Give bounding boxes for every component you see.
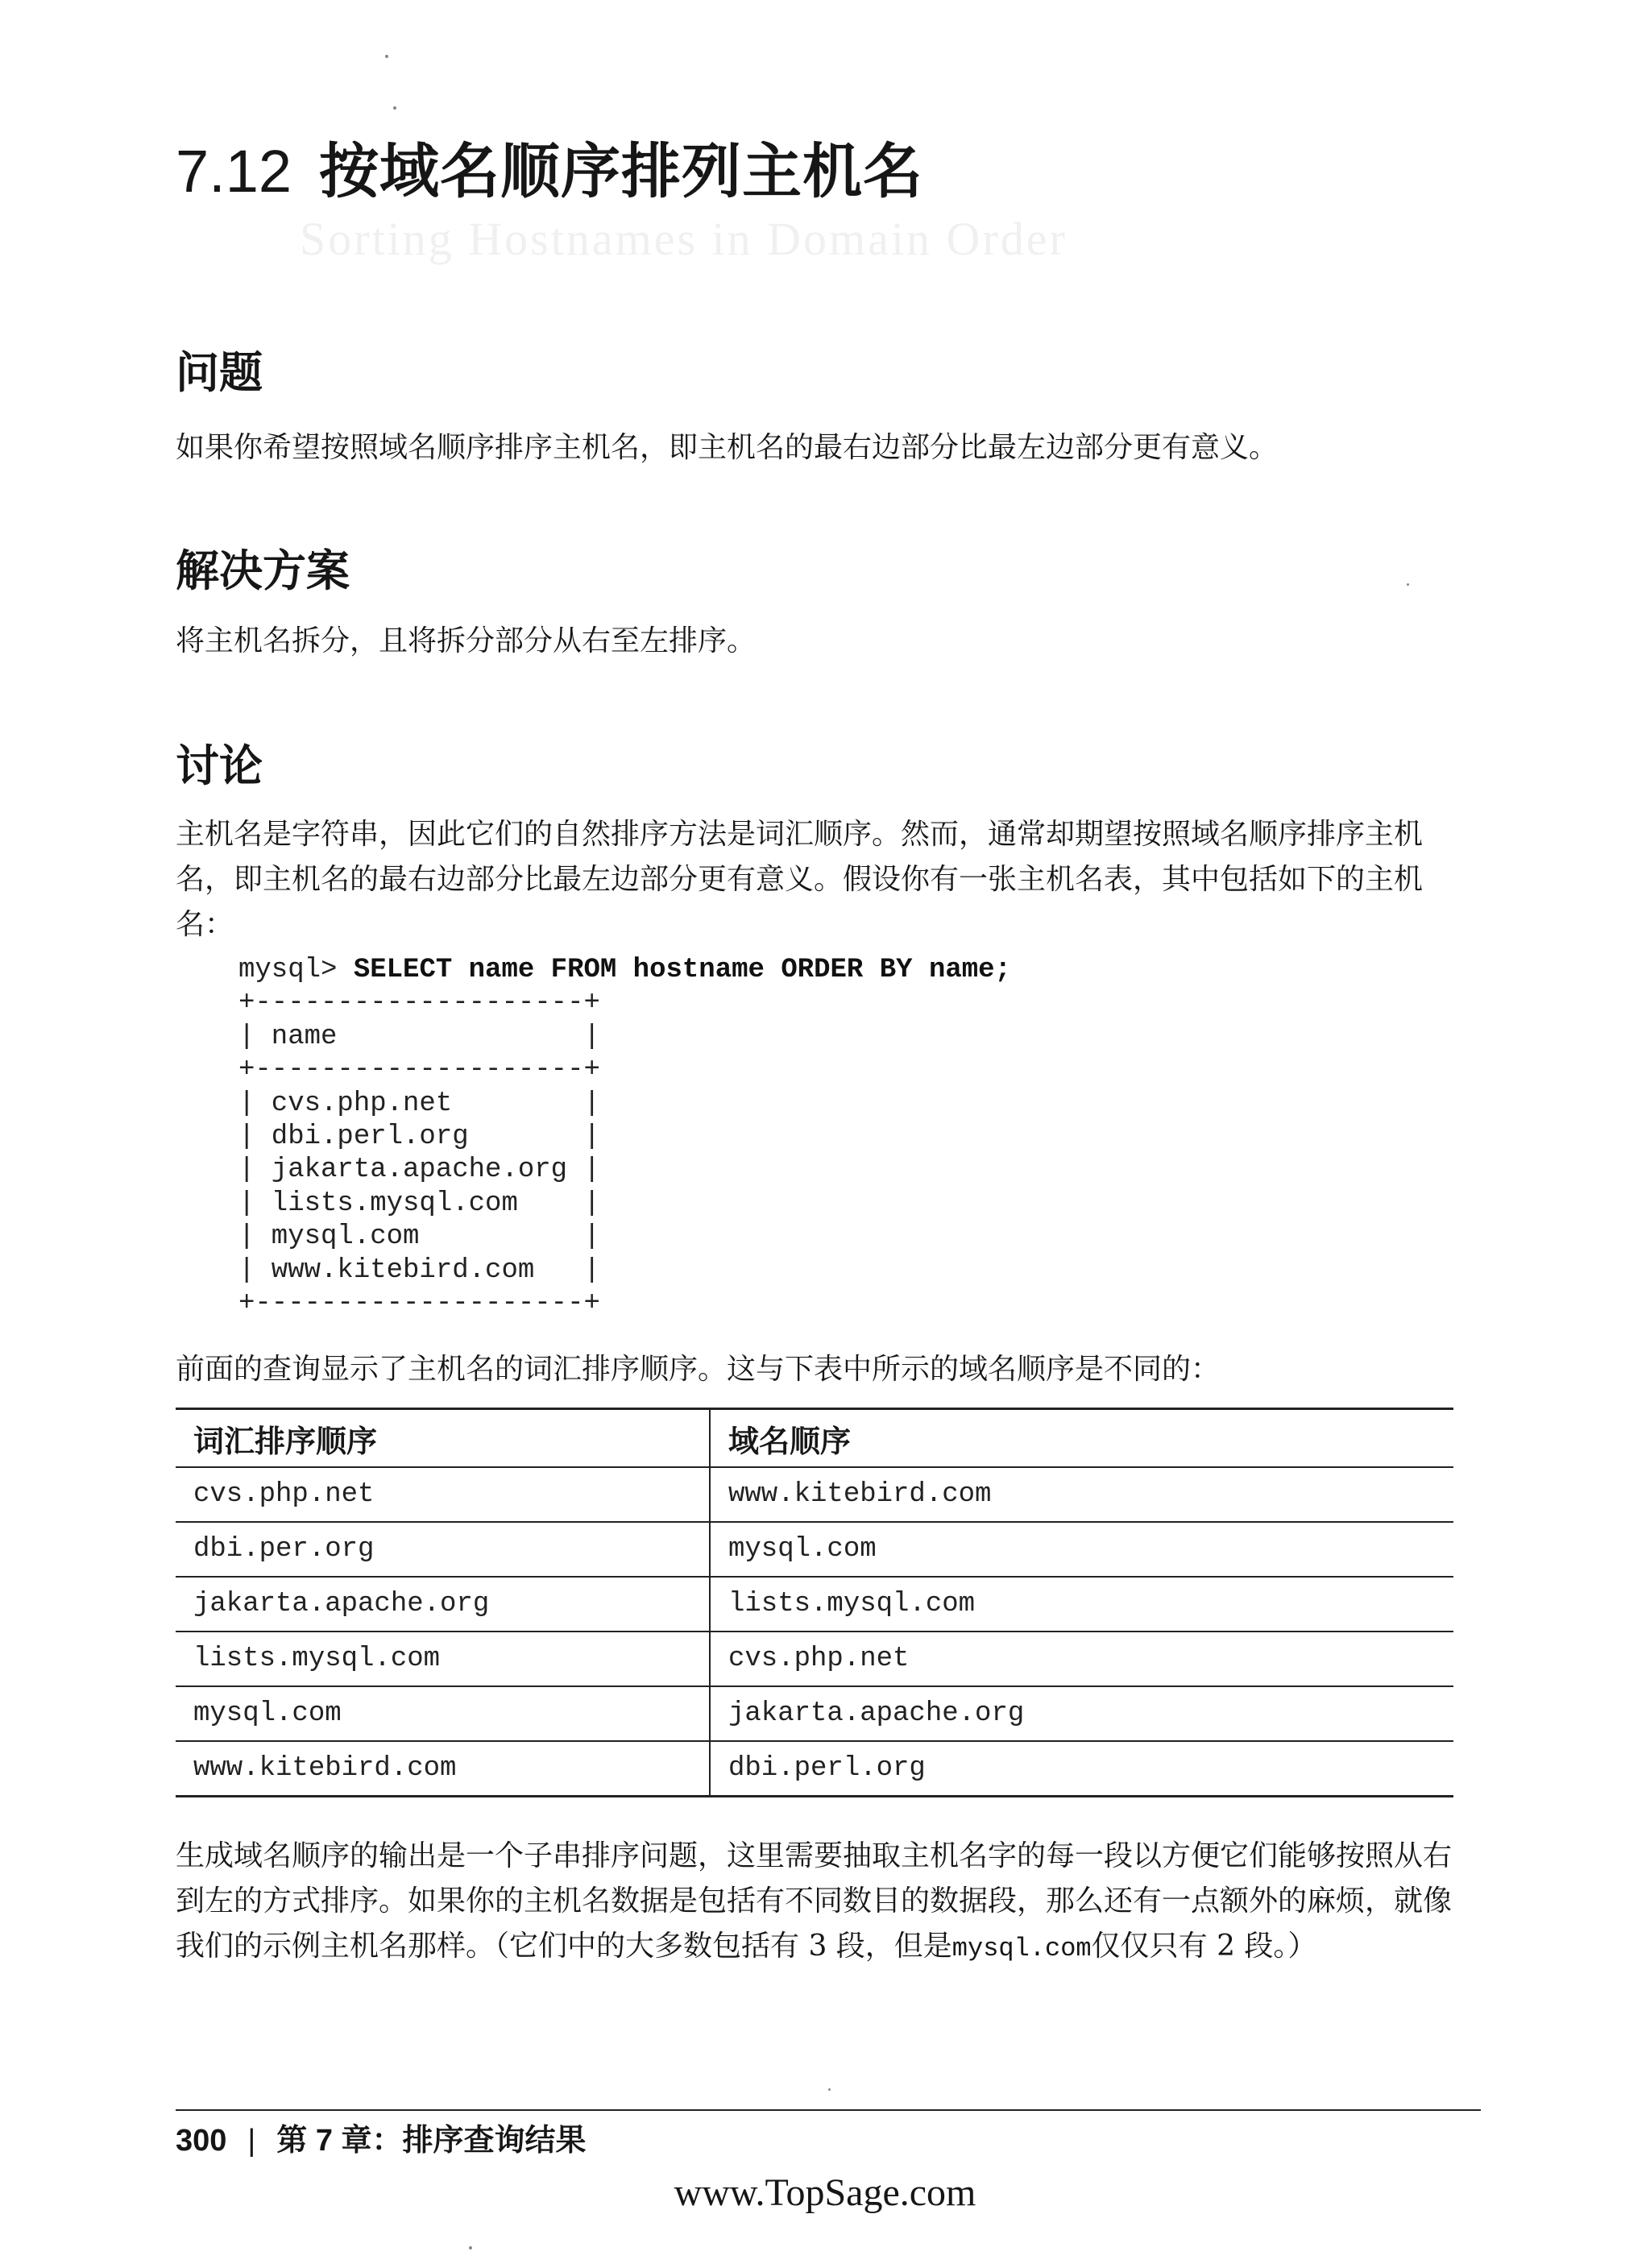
table-cell-domain: mysql.com	[710, 1522, 1453, 1577]
discussion-paragraph-1: 主机名是字符串，因此它们的自然排序方法是词汇顺序。然而，通常却期望按照域名顺序排序主机名，即主机名的最右边部分比最左边部分更有意义。假设你有一张主机名表，其中包括如下的主机名：	[176, 818, 1424, 941]
scan-speck	[828, 2088, 831, 2091]
section-title-text: 按域名顺序排列主机名	[319, 138, 924, 205]
table-cell-lexical: dbi.per.org	[176, 1522, 710, 1577]
section-number: 7.12	[176, 138, 292, 205]
scan-speck	[393, 106, 396, 110]
page-number: 300	[176, 2124, 227, 2158]
header-domain-order: 域名顺序	[710, 1409, 1453, 1468]
table-cell-lexical: jakarta.apache.org	[176, 1577, 710, 1632]
table-cell-lexical: www.kitebird.com	[176, 1741, 710, 1797]
page-footer	[176, 2121, 587, 2161]
table-cell-lexical: lists.mysql.com	[176, 1632, 710, 1686]
table-row	[176, 1632, 1453, 1686]
discussion-heading: 讨论	[176, 742, 263, 790]
discussion-paragraph-3	[176, 1834, 1465, 1972]
table-row	[176, 1577, 1453, 1632]
problem-heading: 问题	[176, 349, 263, 397]
table-row	[176, 1741, 1453, 1797]
sql-code-block	[238, 954, 1011, 1321]
discussion-paragraph-2: 前面的查询显示了主机名的词汇排序顺序。这与下表中所示的域名顺序是不同的：	[176, 1353, 1221, 1386]
table-cell-domain: dbi.perl.org	[710, 1741, 1453, 1797]
footer-separator: |	[247, 2124, 256, 2158]
sql-prompt: mysql>	[238, 955, 354, 985]
scan-speck	[1407, 583, 1409, 586]
table-row	[176, 1467, 1453, 1522]
inline-code-hostname: mysql.com	[951, 1934, 1092, 1963]
scan-speck	[385, 55, 388, 58]
discussion-paragraph-3-text: 生成域名顺序的输出是一个子串排序问题，这里需要抽取主机名字的每一段以方便它们能够按照从右到左的方式排序。如果你的主机名数据是包括有不同数目的数据段，那么还有一点额外的麻烦，就像我们的示例主机名那样。（它们中的大多数包括有 3 段，但是	[176, 1839, 1453, 1963]
order-comparison-table	[176, 1408, 1453, 1797]
chapter-title: 第 7 章：排序查询结果	[276, 2124, 587, 2158]
sql-command: SELECT name FROM hostname ORDER BY name;	[353, 955, 1011, 985]
problem-text: 如果你希望按照域名顺序排序主机名，即主机名的最右边部分比最左边部分更有意义。	[176, 431, 1279, 464]
table-cell-domain: cvs.php.net	[710, 1632, 1453, 1686]
footer-rule	[176, 2109, 1481, 2111]
table-cell-domain: jakarta.apache.org	[710, 1686, 1453, 1741]
table-row	[176, 1686, 1453, 1741]
section-title	[176, 135, 923, 208]
solution-heading: 解决方案	[176, 547, 350, 595]
scan-speck	[469, 2246, 472, 2249]
sql-result-table: +--------------------+ | name | +--------------------+ | cvs.php.net | | dbi.perl.org | | jakarta.apache.org | | lists.mysql.com | | mysql.com | | www.kitebird.com | +--------------------+	[238, 988, 600, 1320]
table-cell-domain: lists.mysql.com	[710, 1577, 1453, 1632]
table-cell-lexical: mysql.com	[176, 1686, 710, 1741]
header-lexical-order: 词汇排序顺序	[176, 1409, 710, 1468]
table-cell-lexical: cvs.php.net	[176, 1467, 710, 1522]
table-cell-domain: www.kitebird.com	[710, 1467, 1453, 1522]
table-header-row	[176, 1409, 1453, 1468]
solution-text: 将主机名拆分，且将拆分部分从右至左排序。	[176, 624, 757, 657]
site-watermark: www.TopSage.com	[674, 2171, 976, 2214]
section-subtitle: Sorting Hostnames in Domain Order	[300, 213, 1068, 265]
table-row	[176, 1522, 1453, 1577]
discussion-paragraph-3-end: 仅仅只有 2 段。）	[1091, 1930, 1317, 1963]
